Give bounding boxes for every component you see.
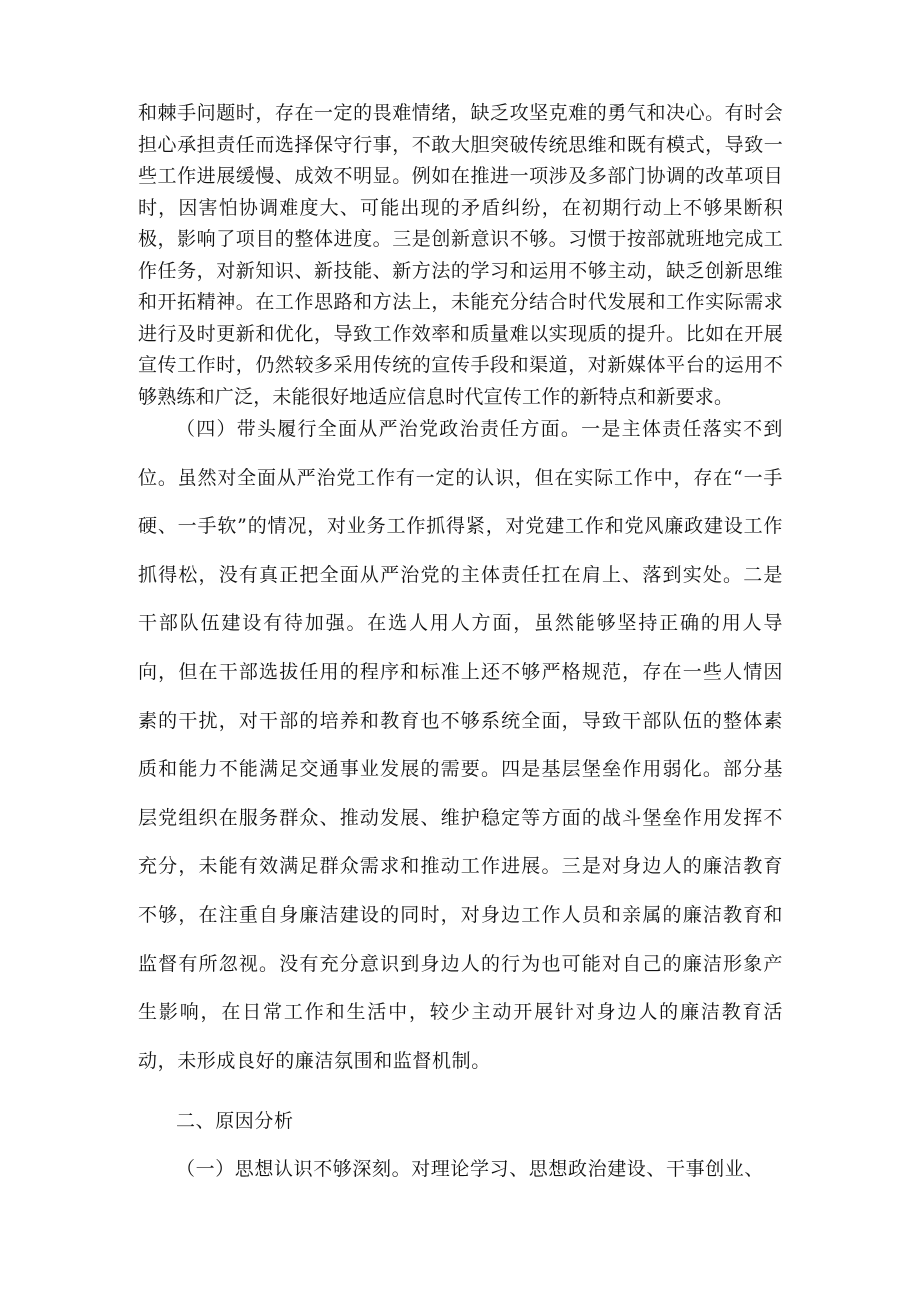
paragraph-cause-one: （一）思想认识不够深刻。对理论学习、思想政治建设、干事创业、 bbox=[176, 1158, 765, 1180]
heading-cause-analysis: 二、原因分析 bbox=[176, 1110, 294, 1132]
paragraph-continuation: 和棘手问题时，存在一定的畏难情绪，缺乏攻坚克难的勇气和决心。有时会担心承担责任而选择保守行事，不敢大胆突破传统思维和既有模式，导致一些工作进展缓慢、成效不明显。例如在推进一项涉及多部门协调的改革项目时，因害怕协调难度大、可能出现的矛盾纠纷，在初期行动上不够果断积极，影响了项目的整体进度。三是创新意识不够。习惯于按部就班地完成工作任务，对新知识、新技能、新方法的学习和运用不够主动，缺乏创新思维和开拓精神。在工作思路和方法上，未能充分结合时代发展和工作实际需求进行及时更新和优化，导致工作效率和质量难以实现质的提升。比如在开展宣传工作时，仍然较多采用传统的宣传手段和渠道，对新媒体平台的运用不够熟练和广泛，未能很好地适应信息时代宣传工作的新特点和新要求。 bbox=[138, 102, 783, 408]
paragraph-section-four: （四）带头履行全面从严治党政治责任方面。一是主体责任落实不到位。虽然对全面从严治党工作有一定的认识，但在实际工作中，存在“一手硬、一手软”的情况，对业务工作抓得紧，对党建工作和党风廉政建设工作抓得松，没有真正把全面从严治党的主体责任扛在肩上、落到实处。二是干部队伍建设有待加强。在选人用人方面，虽然能够坚持正确的用人导向，但在干部选拔任用的程序和标准上还不够严格规范，存在一些人情因素的干扰，对干部的培养和教育也不够系统全面，导致干部队伍的整体素质和能力不能满足交通事业发展的需要。四是基层堡垒作用弱化。部分基层党组织在服务群众、推动发展、维护稳定等方面的战斗堡垒作用发挥不充分，未能有效满足群众需求和推动工作进展。三是对身边人的廉洁教育不够，在注重自身廉洁建设的同时，对身边工作人员和亲属的廉洁教育和监督有所忽视。没有充分意识到身边人的行为也可能对自己的廉洁形象产生影响，在日常工作和生活中，较少主动开展针对身边人的廉洁教育活动，未形成良好的廉洁氛围和监督机制。 bbox=[138, 418, 783, 1072]
